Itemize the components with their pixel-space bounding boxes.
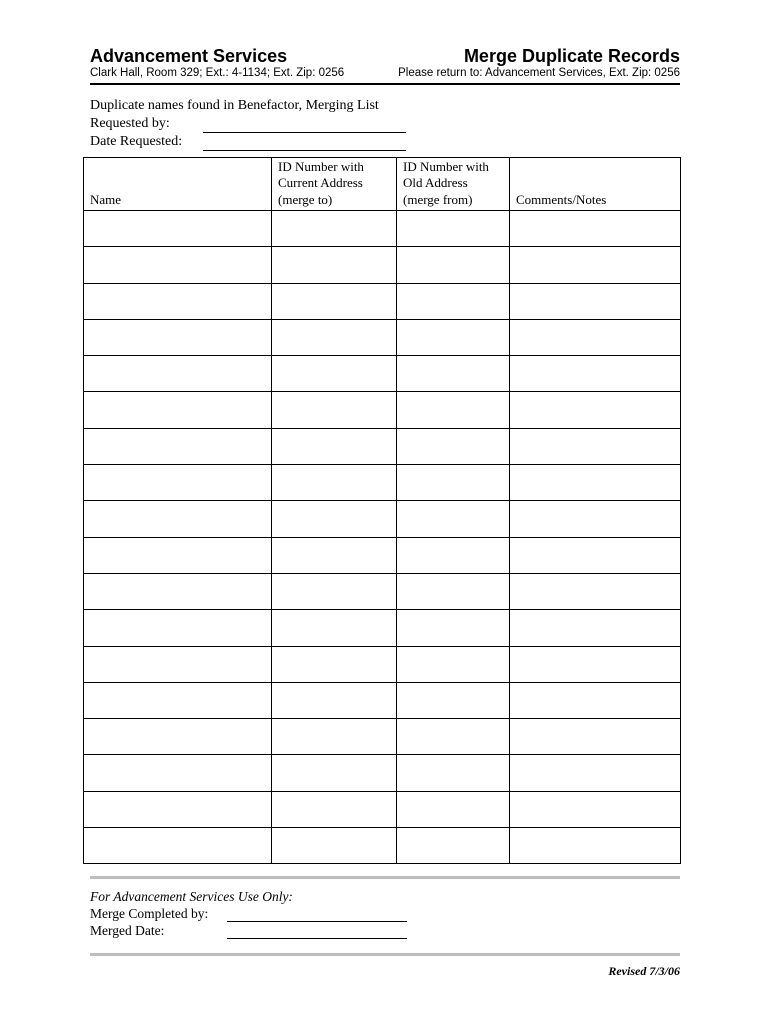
table-body [84, 211, 681, 864]
table-cell[interactable] [397, 501, 510, 537]
table-row [84, 247, 681, 283]
table-cell[interactable] [272, 392, 397, 428]
column-header-line: Comments/Notes [516, 191, 607, 207]
table-row [84, 356, 681, 392]
date-requested-row [90, 133, 406, 151]
table-cell[interactable] [272, 719, 397, 755]
table-cell[interactable] [272, 682, 397, 718]
table-cell[interactable] [272, 356, 397, 392]
table-cell[interactable] [510, 319, 681, 355]
table-cell[interactable] [397, 356, 510, 392]
table-cell[interactable] [84, 501, 272, 537]
table-cell[interactable] [84, 465, 272, 501]
table-cell[interactable] [272, 610, 397, 646]
table-cell[interactable] [272, 211, 397, 247]
table-row [84, 682, 681, 718]
table-cell[interactable] [272, 537, 397, 573]
table-cell[interactable] [84, 247, 272, 283]
table-header-row [84, 158, 681, 211]
table-cell[interactable] [84, 319, 272, 355]
table-row [84, 283, 681, 319]
merge-records-table [83, 157, 681, 864]
table-cell[interactable] [510, 755, 681, 791]
table-cell[interactable] [84, 428, 272, 464]
table-cell[interactable] [397, 573, 510, 609]
table-cell[interactable] [510, 465, 681, 501]
intro-heading: Duplicate names found in Benefactor, Merging List [90, 98, 379, 113]
table-cell[interactable] [84, 610, 272, 646]
table-cell[interactable] [397, 428, 510, 464]
table-cell[interactable] [272, 283, 397, 319]
table-cell[interactable] [510, 537, 681, 573]
revision-note: Revised 7/3/06 [608, 964, 680, 978]
table-cell[interactable] [84, 646, 272, 682]
table-cell[interactable] [510, 247, 681, 283]
intro-section [90, 97, 406, 151]
table-row [84, 428, 681, 464]
table-cell[interactable] [510, 682, 681, 718]
table-cell[interactable] [510, 610, 681, 646]
table-cell[interactable] [397, 682, 510, 718]
table-cell[interactable] [272, 646, 397, 682]
merge-completed-label: Merge Completed by: [90, 906, 209, 921]
table-cell[interactable] [397, 537, 510, 573]
table-cell[interactable] [397, 465, 510, 501]
table-cell[interactable] [510, 573, 681, 609]
footer-divider-bottom [90, 953, 680, 956]
office-use-section [90, 888, 407, 939]
table-cell[interactable] [84, 828, 272, 864]
table-row [84, 573, 681, 609]
table-cell[interactable] [397, 755, 510, 791]
table-cell[interactable] [397, 646, 510, 682]
table-cell[interactable] [397, 719, 510, 755]
table-cell[interactable] [272, 828, 397, 864]
table-row [84, 791, 681, 827]
table-cell[interactable] [272, 465, 397, 501]
form-title: Merge Duplicate Records [463, 46, 680, 66]
table-cell[interactable] [84, 392, 272, 428]
table-cell[interactable] [84, 211, 272, 247]
requested-by-row [90, 115, 406, 133]
table-row [84, 465, 681, 501]
table-cell[interactable] [84, 283, 272, 319]
table-cell[interactable] [397, 392, 510, 428]
column-header-merge-to [272, 158, 397, 211]
column-header-line: (merge from) [403, 191, 473, 207]
table-cell[interactable] [510, 791, 681, 827]
date-requested-field[interactable] [203, 136, 406, 151]
table-row [84, 610, 681, 646]
table-cell[interactable] [272, 573, 397, 609]
column-header-line: Current Address [278, 175, 363, 190]
table-cell[interactable] [84, 791, 272, 827]
table-cell[interactable] [84, 682, 272, 718]
merge-completed-field[interactable] [227, 907, 407, 922]
merged-date-label: Merged Date: [90, 923, 165, 938]
requested-by-label: Requested by: [90, 116, 170, 131]
table-cell[interactable] [272, 247, 397, 283]
table-cell[interactable] [272, 755, 397, 791]
table-row [84, 828, 681, 864]
footer-divider-top [90, 876, 680, 879]
table-cell[interactable] [510, 719, 681, 755]
table-row [84, 755, 681, 791]
table-row [84, 646, 681, 682]
table-cell[interactable] [84, 573, 272, 609]
requested-by-field[interactable] [203, 118, 406, 133]
org-address: Clark Hall, Room 329; Ext.: 4-1134; Ext. Zip: 0256 [90, 67, 345, 79]
column-header-line: ID Number with [403, 158, 489, 174]
table-cell[interactable] [397, 319, 510, 355]
merge-completed-row [90, 905, 407, 922]
table-row [84, 319, 681, 355]
table-row [84, 501, 681, 537]
table-row [84, 392, 681, 428]
table-cell[interactable] [510, 828, 681, 864]
table-cell[interactable] [397, 828, 510, 864]
table-cell[interactable] [397, 283, 510, 319]
column-header-merge-from [397, 158, 510, 211]
table-cell[interactable] [272, 791, 397, 827]
table-cell[interactable] [510, 356, 681, 392]
date-requested-label: Date Requested: [90, 134, 183, 149]
table-cell[interactable] [272, 428, 397, 464]
table-row [84, 719, 681, 755]
table-cell[interactable] [397, 211, 510, 247]
table-cell[interactable] [272, 319, 397, 355]
return-note: Please return to: Advancement Services, Ext. Zip: 0256 [398, 67, 680, 79]
table-cell[interactable] [510, 428, 681, 464]
table-cell[interactable] [84, 719, 272, 755]
org-title: Advancement Services [90, 46, 288, 66]
table-cell[interactable] [510, 283, 681, 319]
column-header-line: (merge to) [278, 191, 333, 207]
table-cell[interactable] [510, 501, 681, 537]
table-cell[interactable] [272, 501, 397, 537]
column-header-comments [510, 158, 681, 211]
table-row [84, 537, 681, 573]
table-cell[interactable] [84, 755, 272, 791]
column-header-line: ID Number with [278, 158, 364, 174]
merged-date-field[interactable] [227, 924, 407, 939]
header-divider [90, 83, 680, 85]
merged-date-row [90, 922, 407, 939]
table-cell[interactable] [510, 211, 681, 247]
table-cell[interactable] [510, 646, 681, 682]
table-cell[interactable] [397, 791, 510, 827]
column-header-line: Old Address [403, 175, 468, 190]
column-header-line: Name [90, 191, 122, 207]
table-cell[interactable] [397, 247, 510, 283]
table-cell[interactable] [510, 392, 681, 428]
table-cell[interactable] [84, 356, 272, 392]
table-cell[interactable] [84, 537, 272, 573]
table-row [84, 211, 681, 247]
column-header-name [84, 158, 272, 211]
office-use-title: For Advancement Services Use Only: [90, 889, 293, 904]
table-cell[interactable] [397, 610, 510, 646]
